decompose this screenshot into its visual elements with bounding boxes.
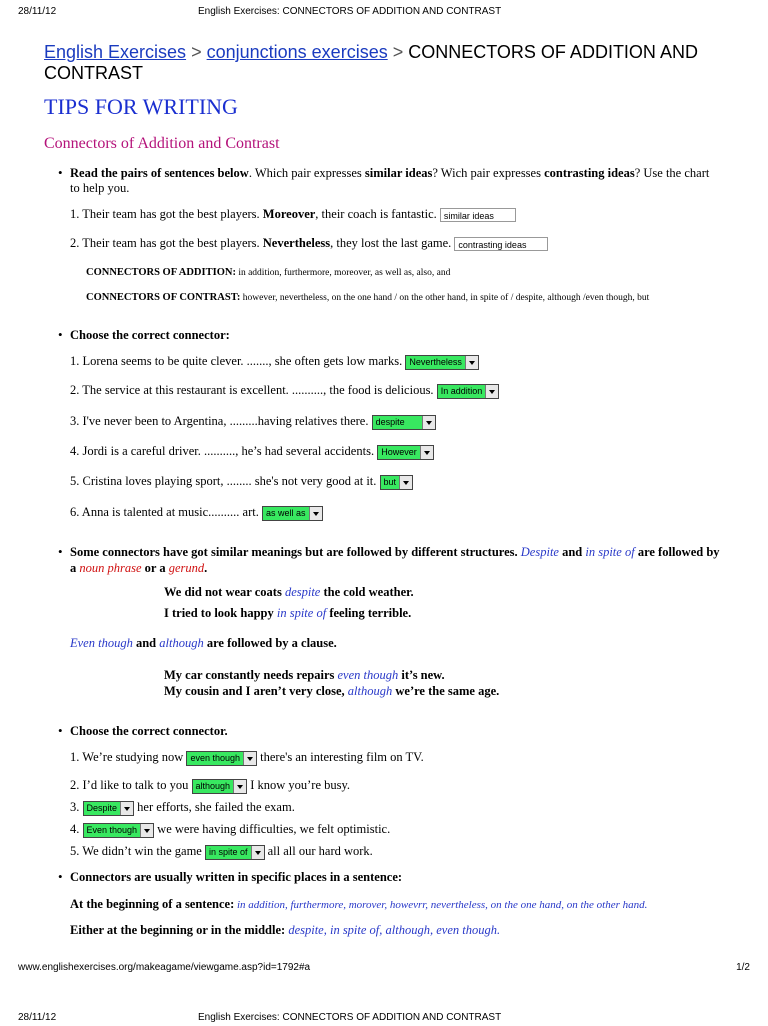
intro-text-2: ? Wich pair expresses bbox=[432, 166, 545, 180]
exercise-text: 1. We’re studying now bbox=[70, 750, 184, 764]
placement-items: in addition, furthermore, morover, howevrr, nevertheless, on the one hand, on the other hand. bbox=[234, 899, 648, 911]
example-sentence bbox=[164, 606, 411, 621]
print-title: English Exercises: CONNECTORS OF ADDITION AND CONTRAST bbox=[198, 1012, 502, 1023]
connector-select[interactable] bbox=[83, 823, 155, 838]
answer-input[interactable]: contrasting ideas bbox=[454, 237, 548, 251]
connector-select[interactable] bbox=[262, 506, 323, 521]
connector-although: although bbox=[159, 636, 204, 650]
example-connector: although bbox=[347, 684, 393, 698]
connector-select[interactable] bbox=[372, 415, 436, 430]
connector-select[interactable] bbox=[380, 475, 414, 490]
exercise-item bbox=[70, 800, 295, 816]
chevron-down-icon[interactable] bbox=[233, 780, 246, 793]
placement-either bbox=[70, 923, 500, 938]
contrast-connectors bbox=[86, 290, 649, 306]
noun-phrase-term: noun phrase bbox=[79, 561, 142, 575]
example-text: We did not wear coats bbox=[164, 585, 285, 599]
intro-bold-3: contrasting ideas bbox=[544, 166, 635, 180]
pair-row bbox=[70, 236, 548, 251]
select-value: Despite bbox=[84, 802, 121, 815]
exercise-item bbox=[70, 414, 436, 430]
placement-label: At the beginning of a sentence: bbox=[70, 897, 235, 911]
contrast-label: CONNECTORS OF CONTRAST: bbox=[86, 292, 241, 303]
bullet-dot: • bbox=[58, 165, 63, 180]
print-url: www.englishexercises.org/makeagame/viewgame.asp?id=1792#a bbox=[18, 962, 311, 973]
section-subtitle: Connectors of Addition and Contrast bbox=[44, 135, 280, 152]
exercise-text: 2. The service at this restaurant is excellent. .........., the food is delicious. bbox=[70, 383, 434, 397]
connector-select[interactable] bbox=[205, 845, 265, 860]
chevron-down-icon[interactable] bbox=[399, 476, 412, 489]
exercise-item bbox=[70, 750, 424, 766]
page-heading: TIPS FOR WRITING bbox=[44, 94, 238, 119]
example-text: My cousin and I aren’t very close, bbox=[164, 684, 348, 698]
intro-bold-2: similar ideas bbox=[364, 166, 433, 180]
exercise-text: her efforts, she failed the exam. bbox=[134, 800, 295, 814]
intro-text-continued: to help you. bbox=[70, 181, 130, 195]
exercise-text: we were having difficulties, we felt optimistic. bbox=[154, 822, 391, 836]
exercise-text: all all our hard work. bbox=[264, 844, 373, 858]
exercise-text: 4. Jordi is a careful driver. .........., he’s had several accidents. bbox=[70, 444, 375, 458]
chevron-down-icon[interactable] bbox=[420, 446, 433, 459]
pair-text: , they lost the last game. bbox=[330, 236, 452, 250]
intro-text bbox=[70, 166, 709, 181]
select-value: even though bbox=[187, 752, 243, 765]
connector-select[interactable] bbox=[405, 355, 479, 370]
structures-text: a bbox=[70, 561, 80, 575]
chevron-down-icon[interactable] bbox=[422, 416, 435, 429]
chevron-down-icon[interactable] bbox=[243, 752, 256, 765]
exercise-item bbox=[70, 844, 373, 860]
breadcrumb-separator: > bbox=[392, 42, 404, 62]
exercise-text: 3. I've never been to Argentina, .........having relatives there. bbox=[70, 414, 369, 428]
pair-text: 2. Their team has got the best players. bbox=[70, 236, 263, 250]
connector-despite: Despite bbox=[520, 545, 559, 559]
select-value: In addition bbox=[438, 385, 486, 398]
exercise-text: I know you’re busy. bbox=[247, 778, 351, 792]
intro-text-1: . Which pair expresses bbox=[248, 166, 365, 180]
placement-items: despite, in spite of, although, even though. bbox=[285, 923, 501, 937]
exercise-text: 5. We didn’t win the game bbox=[70, 844, 202, 858]
pair-text: , their coach is fantastic. bbox=[315, 207, 437, 221]
gerund-term: gerund bbox=[168, 561, 205, 575]
exercise-text: 6. Anna is talented at music.......... art. bbox=[70, 505, 259, 519]
placement-label: Either at the beginning or in the middle: bbox=[70, 923, 286, 937]
breadcrumb-section-link[interactable]: conjunctions exercises bbox=[206, 42, 388, 62]
chevron-down-icon[interactable] bbox=[309, 507, 322, 520]
example-text: the cold weather. bbox=[320, 585, 414, 599]
pair-text: 1. Their team has got the best players. bbox=[70, 207, 263, 221]
exercise-item bbox=[70, 778, 350, 794]
structures-text: Some connectors have got similar meanings but are followed by different structures. bbox=[70, 545, 518, 559]
pair-connector: Nevertheless bbox=[262, 236, 331, 250]
print-title: English Exercises: CONNECTORS OF ADDITION AND CONTRAST bbox=[198, 6, 502, 17]
exercise-item bbox=[70, 383, 499, 399]
structures-text: are followed by bbox=[634, 545, 720, 559]
example-text: it’s new. bbox=[398, 668, 445, 682]
exercise-item bbox=[70, 505, 323, 521]
print-header bbox=[0, 6, 768, 20]
connector-even-though: Even though bbox=[70, 636, 133, 650]
connector-in-spite-of: in spite of bbox=[585, 545, 635, 559]
pair-row bbox=[70, 207, 516, 222]
structures-text: and bbox=[558, 545, 586, 559]
chevron-down-icon[interactable] bbox=[140, 824, 153, 837]
answer-input[interactable]: similar ideas bbox=[440, 208, 516, 222]
page-number: 1/2 bbox=[736, 962, 750, 973]
select-value: despite bbox=[373, 416, 422, 429]
exercise-item bbox=[70, 474, 413, 490]
contrast-items: however, nevertheless, on the one hand / on the other hand, in spite of / despite, although /even though, but bbox=[240, 293, 650, 303]
page-content bbox=[0, 24, 768, 957]
select-value: although bbox=[193, 780, 234, 793]
connector-select[interactable] bbox=[437, 384, 500, 399]
exercise-1-title: Choose the correct connector: bbox=[70, 328, 230, 342]
structures-text: . bbox=[204, 561, 208, 575]
clause-text: are followed by a clause. bbox=[203, 636, 337, 650]
connector-select[interactable] bbox=[186, 751, 257, 766]
exercise-item bbox=[70, 354, 479, 370]
exercise-item bbox=[70, 444, 434, 460]
select-value: However bbox=[378, 446, 420, 459]
connector-select[interactable] bbox=[192, 779, 248, 794]
structures-intro-2 bbox=[70, 561, 207, 576]
exercise-text: 1. Lorena seems to be quite clever. ......., she often gets low marks. bbox=[70, 354, 403, 368]
example-text: we’re the same age. bbox=[392, 684, 500, 698]
print-date: 28/11/12 bbox=[18, 1012, 57, 1023]
bullet-dot: • bbox=[58, 869, 63, 884]
pair-connector: Moreover bbox=[262, 207, 316, 221]
exercise-text: 2. I’d like to talk to you bbox=[70, 778, 189, 792]
addition-label: CONNECTORS OF ADDITION: bbox=[86, 267, 236, 278]
bullet-dot: • bbox=[58, 544, 63, 559]
chevron-down-icon[interactable] bbox=[465, 356, 478, 369]
breadcrumb-home-link[interactable]: English Exercises bbox=[44, 42, 187, 62]
placement-beginning bbox=[70, 897, 647, 913]
bullet-dot: • bbox=[58, 723, 63, 738]
example-connector: despite bbox=[284, 585, 321, 599]
exercise-text: there's an interesting film on TV. bbox=[257, 750, 424, 764]
exercise-text: 4. bbox=[70, 822, 80, 836]
exercise-text: 5. Cristina loves playing sport, ........ she's not very good at it. bbox=[70, 474, 377, 488]
print-date: 28/11/12 bbox=[18, 6, 57, 17]
intro-bold-1: Read the pairs of sentences below bbox=[70, 166, 249, 180]
exercise-item bbox=[70, 822, 390, 838]
select-value: Even though bbox=[84, 824, 141, 837]
example-text: feeling terrible. bbox=[326, 606, 412, 620]
bullet-dot: • bbox=[58, 327, 63, 342]
connector-select[interactable] bbox=[377, 445, 434, 460]
example-sentence bbox=[164, 668, 445, 683]
clause-rule: Even though and although are followed by a clause. bbox=[70, 636, 337, 650]
exercise-text: 3. bbox=[70, 800, 80, 814]
chevron-down-icon[interactable] bbox=[485, 385, 498, 398]
select-value: in spite of bbox=[206, 846, 251, 859]
structures-text: or a bbox=[141, 561, 169, 575]
example-text: I tried to look happy bbox=[164, 606, 277, 620]
select-value: as well as bbox=[263, 507, 309, 520]
addition-connectors bbox=[86, 265, 450, 281]
select-value: Nevertheless bbox=[406, 356, 465, 369]
connector-select[interactable] bbox=[83, 801, 135, 816]
example-sentence bbox=[164, 585, 414, 600]
example-connector: in spite of bbox=[276, 606, 327, 620]
exercise-2-title: Choose the correct connector. bbox=[70, 724, 228, 738]
chevron-down-icon[interactable] bbox=[120, 802, 133, 815]
example-connector: even though bbox=[337, 668, 399, 682]
placement-title: Connectors are usually written in specific places in a sentence: bbox=[70, 870, 403, 884]
breadcrumb-separator: > bbox=[191, 42, 202, 62]
structures-intro bbox=[70, 545, 720, 560]
intro-text-3: ? Use the chart bbox=[634, 166, 710, 180]
chevron-down-icon[interactable] bbox=[251, 846, 264, 859]
select-value: but bbox=[381, 476, 400, 489]
breadcrumb-current: CONNECTORS OF ADDITION AND CONTRAST bbox=[44, 42, 698, 83]
example-text: My car constantly needs repairs bbox=[164, 668, 338, 682]
breadcrumb bbox=[44, 42, 734, 84]
addition-items: in addition, furthermore, moreover, as well as, also, and bbox=[235, 268, 451, 278]
example-sentence bbox=[164, 684, 499, 699]
